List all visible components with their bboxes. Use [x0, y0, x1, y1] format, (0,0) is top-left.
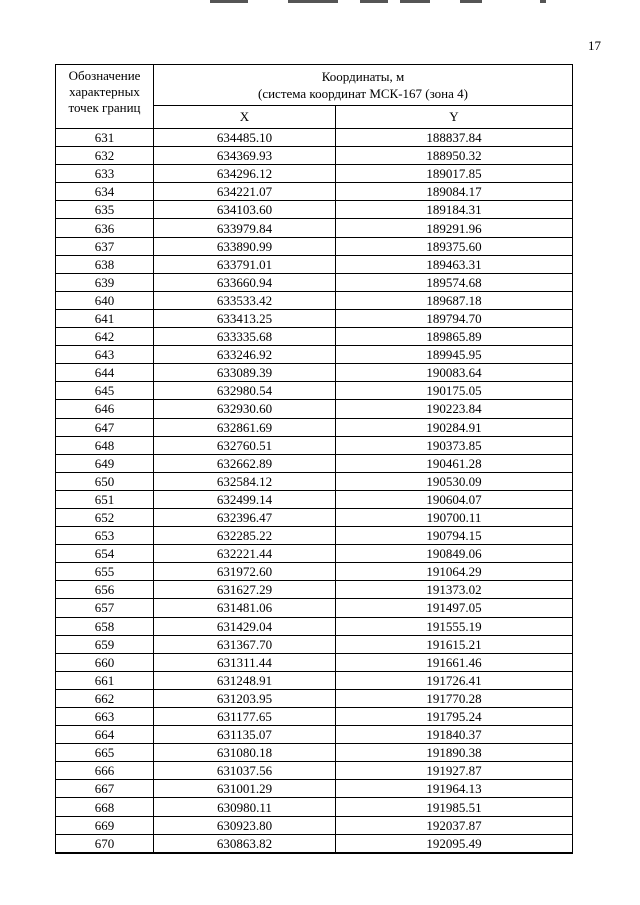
table-row — [56, 545, 573, 563]
point-number-cell: 656 — [56, 581, 154, 599]
table-row — [56, 129, 573, 147]
point-number-cell: 635 — [56, 201, 154, 219]
table-row — [56, 490, 573, 508]
coordinates-header — [154, 65, 573, 106]
point-number-cell: 664 — [56, 726, 154, 744]
x-coordinate-cell: 630980.11 — [154, 798, 336, 816]
coordinate-system-label: (система координат МСК-167 (зона 4) — [258, 85, 468, 101]
y-coordinate-cell: 189017.85 — [336, 165, 573, 183]
table-row — [56, 255, 573, 273]
point-number-cell: 666 — [56, 762, 154, 780]
x-coordinate-cell: 634221.07 — [154, 183, 336, 201]
table-row — [56, 508, 573, 526]
point-number-cell: 654 — [56, 545, 154, 563]
x-coordinate-cell: 631080.18 — [154, 744, 336, 762]
y-coordinate-cell: 191497.05 — [336, 599, 573, 617]
y-coordinate-cell: 190284.91 — [336, 418, 573, 436]
point-number-cell: 655 — [56, 563, 154, 581]
x-coordinate-cell: 631001.29 — [154, 780, 336, 798]
table-row — [56, 219, 573, 237]
table-row — [56, 617, 573, 635]
table-row — [56, 418, 573, 436]
table-row — [56, 780, 573, 798]
y-coordinate-cell: 190849.06 — [336, 545, 573, 563]
table-row — [56, 454, 573, 472]
x-coordinate-cell: 631627.29 — [154, 581, 336, 599]
table-row — [56, 834, 573, 853]
point-number-cell: 651 — [56, 490, 154, 508]
y-coordinate-cell: 192095.49 — [336, 834, 573, 853]
point-number-cell: 634 — [56, 183, 154, 201]
x-coordinate-cell: 632285.22 — [154, 527, 336, 545]
table-row — [56, 527, 573, 545]
x-coordinate-cell: 633660.94 — [154, 273, 336, 291]
y-coordinate-cell: 189375.60 — [336, 237, 573, 255]
y-coordinate-cell: 191726.41 — [336, 671, 573, 689]
table-row — [56, 744, 573, 762]
table-row — [56, 581, 573, 599]
x-coordinate-cell: 634369.93 — [154, 147, 336, 165]
point-header-line: характерных — [69, 84, 140, 99]
x-coordinate-cell: 631248.91 — [154, 671, 336, 689]
x-coordinate-cell: 633246.92 — [154, 346, 336, 364]
x-coordinate-cell: 632980.54 — [154, 382, 336, 400]
table-row — [56, 183, 573, 201]
x-column-header: X — [154, 105, 336, 128]
point-number-cell: 663 — [56, 708, 154, 726]
table-row — [56, 382, 573, 400]
y-coordinate-cell: 191661.46 — [336, 653, 573, 671]
x-coordinate-cell: 633413.25 — [154, 309, 336, 327]
x-coordinate-cell: 630923.80 — [154, 816, 336, 834]
x-coordinate-cell: 632221.44 — [154, 545, 336, 563]
x-coordinate-cell: 633791.01 — [154, 255, 336, 273]
y-coordinate-cell: 191840.37 — [336, 726, 573, 744]
table-row — [56, 671, 573, 689]
y-coordinate-cell: 191555.19 — [336, 617, 573, 635]
point-number-cell: 665 — [56, 744, 154, 762]
point-number-cell: 649 — [56, 454, 154, 472]
point-number-cell: 631 — [56, 129, 154, 147]
x-coordinate-cell: 631972.60 — [154, 563, 336, 581]
y-coordinate-cell: 189945.95 — [336, 346, 573, 364]
x-coordinate-cell: 633533.42 — [154, 291, 336, 309]
point-header-line: точек границ — [68, 100, 141, 115]
x-coordinate-cell: 632861.69 — [154, 418, 336, 436]
point-number-cell: 647 — [56, 418, 154, 436]
y-coordinate-cell: 191890.38 — [336, 744, 573, 762]
x-coordinate-cell: 634296.12 — [154, 165, 336, 183]
table-row — [56, 201, 573, 219]
y-coordinate-cell: 191373.02 — [336, 581, 573, 599]
x-coordinate-cell: 631177.65 — [154, 708, 336, 726]
point-number-cell: 641 — [56, 309, 154, 327]
table-row — [56, 328, 573, 346]
point-number-cell: 632 — [56, 147, 154, 165]
table-row — [56, 599, 573, 617]
table-row — [56, 237, 573, 255]
y-coordinate-cell: 190530.09 — [336, 472, 573, 490]
y-coordinate-cell: 190223.84 — [336, 400, 573, 418]
table-row — [56, 291, 573, 309]
point-number-cell: 652 — [56, 508, 154, 526]
point-number-cell: 669 — [56, 816, 154, 834]
point-number-cell: 661 — [56, 671, 154, 689]
table-row — [56, 762, 573, 780]
point-number-cell: 668 — [56, 798, 154, 816]
y-coordinate-cell: 191064.29 — [336, 563, 573, 581]
point-number-cell: 643 — [56, 346, 154, 364]
x-coordinate-cell: 632662.89 — [154, 454, 336, 472]
table-row — [56, 798, 573, 816]
y-coordinate-cell: 188837.84 — [336, 129, 573, 147]
y-coordinate-cell: 191795.24 — [336, 708, 573, 726]
y-coordinate-cell: 190700.11 — [336, 508, 573, 526]
coordinates-table — [55, 64, 573, 854]
y-coordinate-cell: 189794.70 — [336, 309, 573, 327]
point-number-cell: 667 — [56, 780, 154, 798]
table-row — [56, 816, 573, 834]
y-coordinate-cell: 189291.96 — [336, 219, 573, 237]
point-number-cell: 645 — [56, 382, 154, 400]
x-coordinate-cell: 633890.99 — [154, 237, 336, 255]
y-coordinate-cell: 189463.31 — [336, 255, 573, 273]
y-coordinate-cell: 188950.32 — [336, 147, 573, 165]
point-number-cell: 670 — [56, 834, 154, 853]
y-coordinate-cell: 190794.15 — [336, 527, 573, 545]
y-coordinate-cell: 191985.51 — [336, 798, 573, 816]
top-edge-marks — [210, 0, 550, 4]
x-coordinate-cell: 631135.07 — [154, 726, 336, 744]
table-row — [56, 635, 573, 653]
y-coordinate-cell: 190461.28 — [336, 454, 573, 472]
point-number-cell: 633 — [56, 165, 154, 183]
x-coordinate-cell: 634485.10 — [154, 129, 336, 147]
y-coordinate-cell: 189184.31 — [336, 201, 573, 219]
table-row — [56, 309, 573, 327]
x-coordinate-cell: 632396.47 — [154, 508, 336, 526]
point-number-cell: 648 — [56, 436, 154, 454]
page-number: 17 — [588, 38, 601, 53]
point-number-cell: 658 — [56, 617, 154, 635]
y-coordinate-cell: 191964.13 — [336, 780, 573, 798]
point-number-cell: 640 — [56, 291, 154, 309]
y-coordinate-cell: 191770.28 — [336, 689, 573, 707]
table-row — [56, 708, 573, 726]
x-coordinate-cell: 631311.44 — [154, 653, 336, 671]
x-coordinate-cell: 633335.68 — [154, 328, 336, 346]
point-number-cell: 636 — [56, 219, 154, 237]
x-coordinate-cell: 631037.56 — [154, 762, 336, 780]
coordinates-header-title: Координаты, м — [321, 68, 405, 84]
table-row — [56, 400, 573, 418]
x-coordinate-cell: 630863.82 — [154, 834, 336, 853]
point-number-cell: 638 — [56, 255, 154, 273]
table-row — [56, 563, 573, 581]
x-coordinate-cell: 632499.14 — [154, 490, 336, 508]
x-coordinate-cell: 631367.70 — [154, 635, 336, 653]
x-coordinate-cell: 631203.95 — [154, 689, 336, 707]
y-coordinate-cell: 190604.07 — [336, 490, 573, 508]
point-number-cell: 659 — [56, 635, 154, 653]
table-row — [56, 165, 573, 183]
point-number-cell: 662 — [56, 689, 154, 707]
x-coordinate-cell: 633979.84 — [154, 219, 336, 237]
y-coordinate-cell: 190175.05 — [336, 382, 573, 400]
x-coordinate-cell: 632584.12 — [154, 472, 336, 490]
table-row — [56, 472, 573, 490]
table-row — [56, 689, 573, 707]
point-number-cell: 660 — [56, 653, 154, 671]
point-designation-header — [56, 65, 154, 129]
y-column-header: Y — [336, 105, 573, 128]
table-row — [56, 147, 573, 165]
y-coordinate-cell: 190373.85 — [336, 436, 573, 454]
table-row — [56, 273, 573, 291]
table-row — [56, 346, 573, 364]
point-number-cell: 657 — [56, 599, 154, 617]
table-row — [56, 436, 573, 454]
x-coordinate-cell: 631481.06 — [154, 599, 336, 617]
y-coordinate-cell: 191927.87 — [336, 762, 573, 780]
point-number-cell: 650 — [56, 472, 154, 490]
table-row — [56, 653, 573, 671]
x-coordinate-cell: 633089.39 — [154, 364, 336, 382]
point-number-cell: 637 — [56, 237, 154, 255]
point-number-cell: 639 — [56, 273, 154, 291]
y-coordinate-cell: 191615.21 — [336, 635, 573, 653]
x-coordinate-cell: 632930.60 — [154, 400, 336, 418]
y-coordinate-cell: 189084.17 — [336, 183, 573, 201]
point-number-cell: 653 — [56, 527, 154, 545]
y-coordinate-cell: 189865.89 — [336, 328, 573, 346]
x-coordinate-cell: 631429.04 — [154, 617, 336, 635]
point-header-line: Обозначение — [68, 68, 141, 83]
point-number-cell: 646 — [56, 400, 154, 418]
y-coordinate-cell: 189687.18 — [336, 291, 573, 309]
point-number-cell: 642 — [56, 328, 154, 346]
y-coordinate-cell: 189574.68 — [336, 273, 573, 291]
table-row — [56, 726, 573, 744]
y-coordinate-cell: 190083.64 — [336, 364, 573, 382]
x-coordinate-cell: 632760.51 — [154, 436, 336, 454]
x-coordinate-cell: 634103.60 — [154, 201, 336, 219]
point-number-cell: 644 — [56, 364, 154, 382]
y-coordinate-cell: 192037.87 — [336, 816, 573, 834]
table-row — [56, 364, 573, 382]
